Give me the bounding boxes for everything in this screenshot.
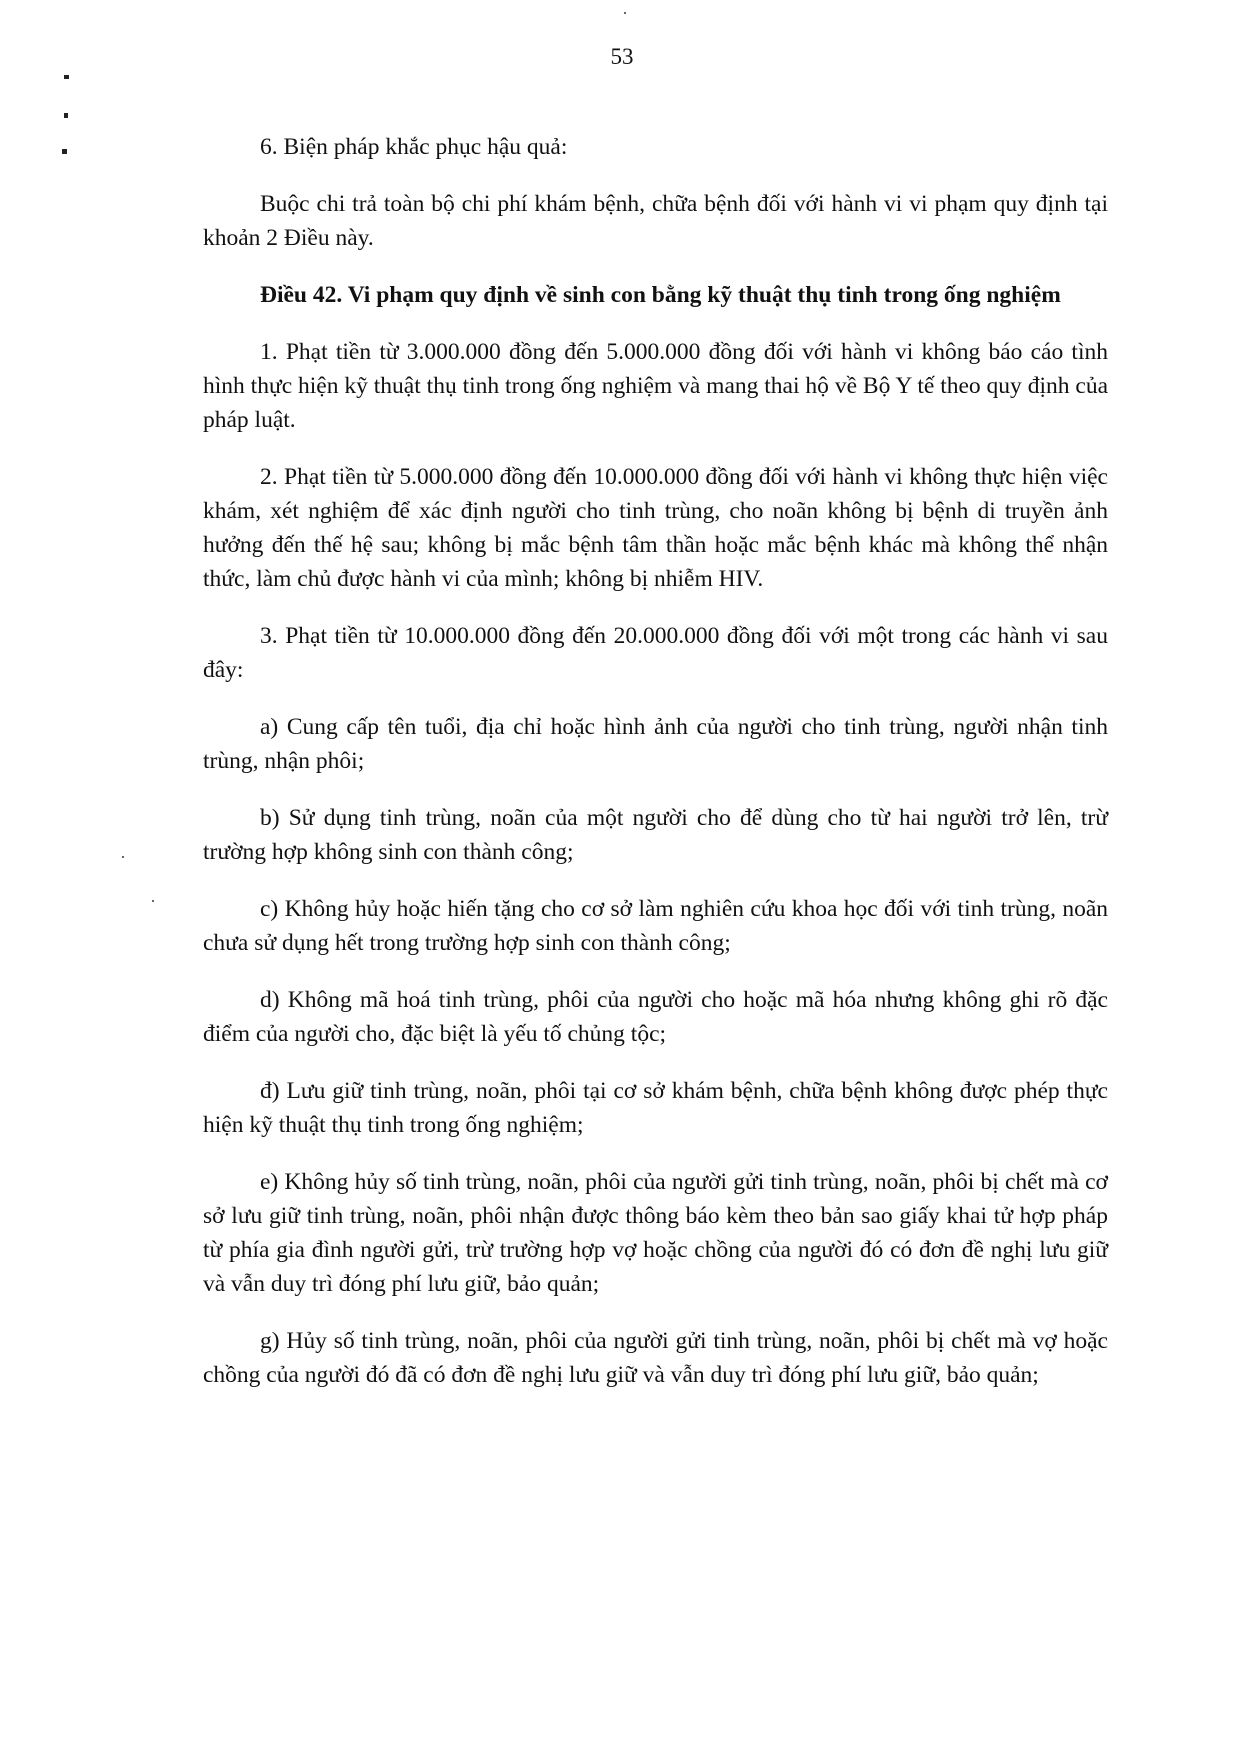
item-c: c) Không hủy hoặc hiến tặng cho cơ sở làm nghiên cứu khoa học đối với tinh trùng, noãn chưa sử dụng hết trong trường hợp sinh con thành công; (203, 896, 1108, 956)
section-6-title: 6. Biện pháp khắc phục hậu quả: (260, 134, 568, 160)
page-number: 53 (610, 44, 634, 69)
clause-3: 3. Phạt tiền từ 10.000.000 đồng đến 20.000.000 đồng đối với một trong các hành vi sau đây: (203, 623, 1108, 683)
scan-mark (64, 75, 69, 79)
scan-speck (152, 900, 154, 902)
scan-speck (624, 12, 626, 14)
clause-1: 1. Phạt tiền từ 3.000.000 đồng đến 5.000.000 đồng đối với hành vi không báo cáo tình hình thực hiện kỹ thuật thụ tinh trong ống nghiệm và mang thai hộ về Bộ Y tế theo quy định của pháp luật. (203, 339, 1108, 433)
item-e: e) Không hủy số tinh trùng, noãn, phôi của người gửi tinh trùng, noãn, phôi bị chết mà cơ sở lưu giữ tinh trùng, noãn, phôi nhận được thông báo kèm theo bản sao giấy khai tử hợp pháp từ phía gia đình người gửi, trừ trường hợp vợ hoặc chồng của người đó có đơn đề nghị lưu giữ và vẫn duy trì đóng phí lưu giữ, bảo quản; (203, 1169, 1108, 1297)
item-a: a) Cung cấp tên tuổi, địa chỉ hoặc hình ảnh của người cho tinh trùng, người nhận tinh trùng, nhận phôi; (203, 714, 1108, 774)
article-heading: Điều 42. Vi phạm quy định về sinh con bằng kỹ thuật thụ tinh trong ống nghiệm (260, 282, 1061, 308)
scan-mark (64, 113, 68, 118)
item-dd: đ) Lưu giữ tinh trùng, noãn, phôi tại cơ sở khám bệnh, chữa bệnh không được phép thực hiện kỹ thuật thụ tinh trong ống nghiệm; (203, 1078, 1108, 1138)
section-6-body: Buộc chi trả toàn bộ chi phí khám bệnh, chữa bệnh đối với hành vi vi phạm quy định tại khoản 2 Điều này. (203, 191, 1108, 251)
scan-speck (122, 856, 124, 858)
item-b: b) Sử dụng tinh trùng, noãn của một người cho để dùng cho từ hai người trở lên, trừ trường hợp không sinh con thành công; (203, 805, 1108, 865)
item-g: g) Hủy số tinh trùng, noãn, phôi của người gửi tinh trùng, noãn, phôi bị chết mà vợ hoặc chồng của người đó đã có đơn đề nghị lưu giữ và vẫn duy trì đóng phí lưu giữ, bảo quản; (203, 1328, 1108, 1388)
clause-2: 2. Phạt tiền từ 5.000.000 đồng đến 10.000.000 đồng đối với hành vi không thực hiện việc khám, xét nghiệm để xác định người cho tinh trùng, cho noãn không bị bệnh di truyền ảnh hưởng đến thế hệ sau; không bị mắc bệnh tâm thần hoặc mắc bệnh khác mà không thể nhận thức, làm chủ được hành vi của mình; không bị nhiễm HIV. (203, 464, 1108, 592)
document-body (203, 130, 1108, 1392)
scan-mark (62, 149, 67, 154)
item-d: d) Không mã hoá tinh trùng, phôi của người cho hoặc mã hóa nhưng không ghi rõ đặc điểm của người cho, đặc biệt là yếu tố chủng tộc; (203, 987, 1108, 1047)
